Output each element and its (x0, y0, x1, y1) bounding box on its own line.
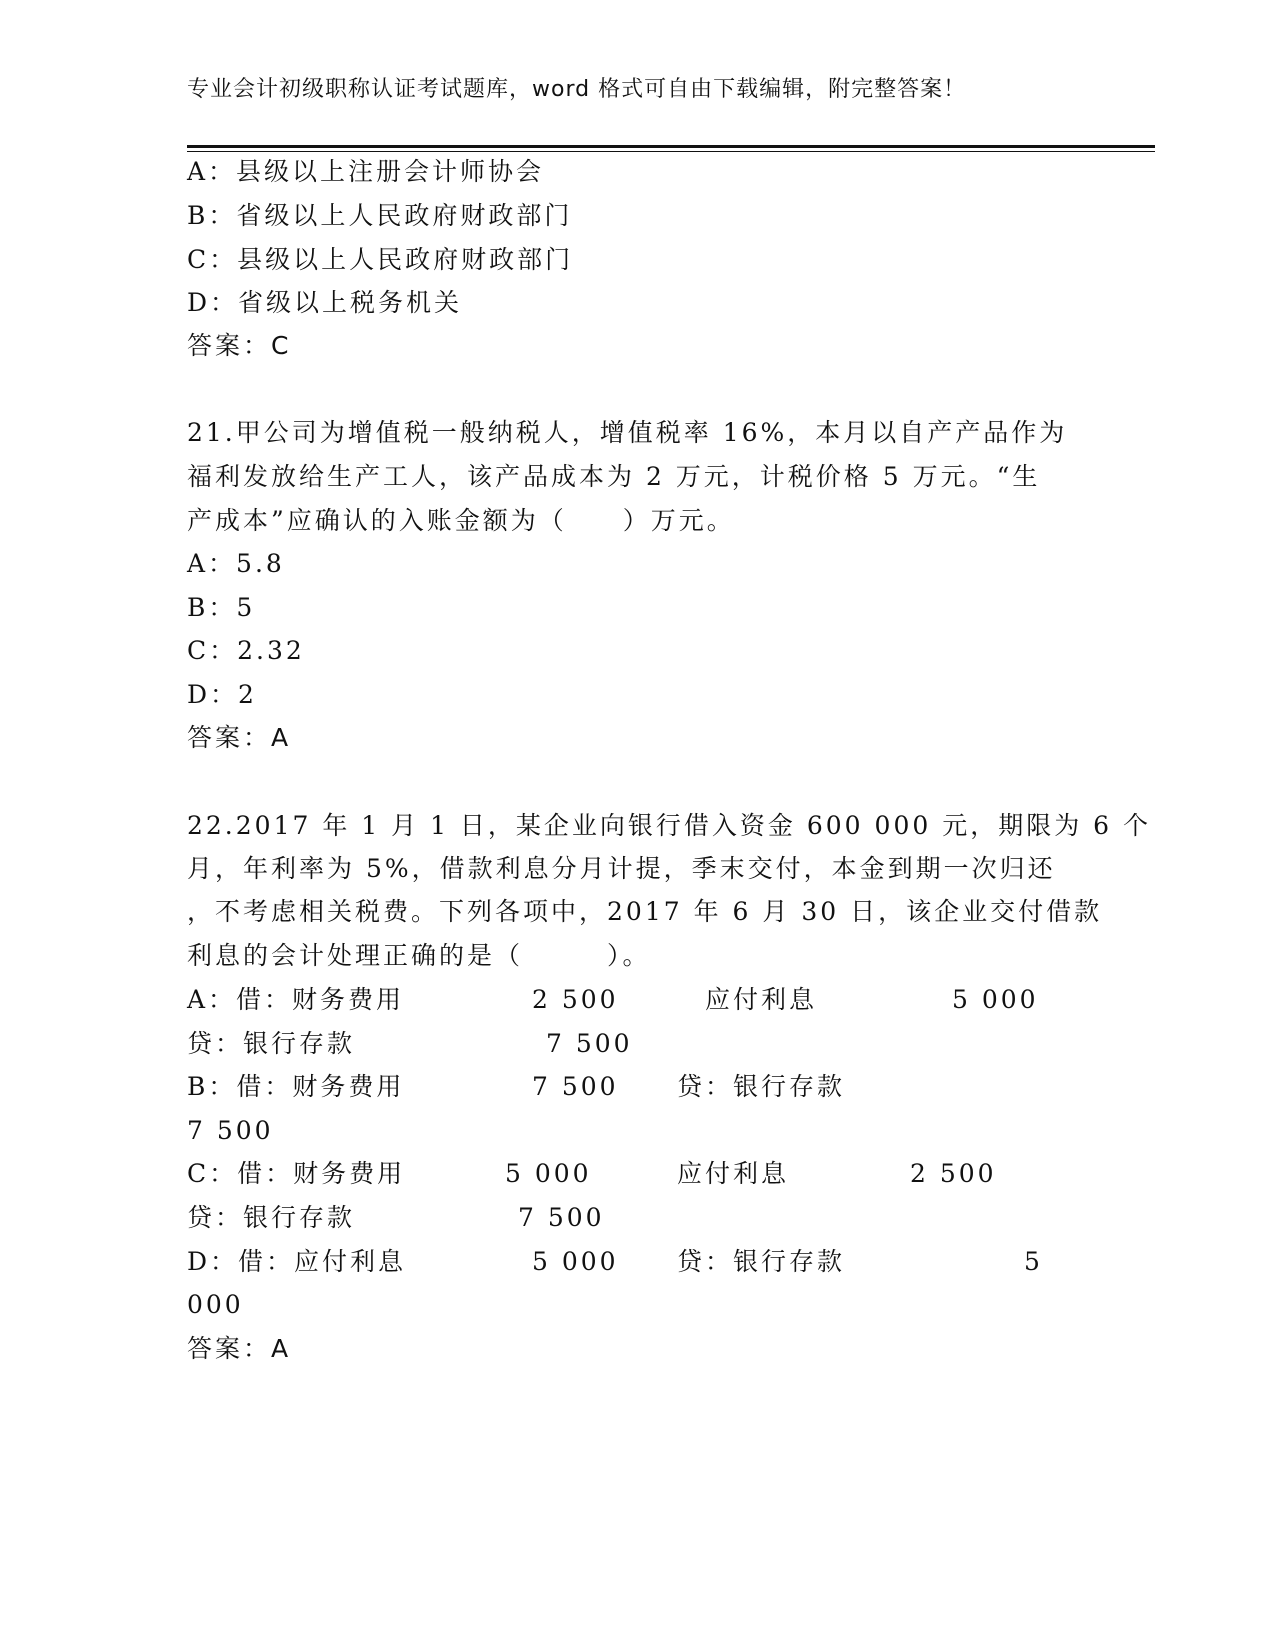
q22-option-a-debit2-label: 应付利息 (705, 985, 818, 1014)
q21-option-c: C：2.32 (187, 636, 305, 665)
q20-option-a: A：县级以上注册会计师协会 (187, 157, 545, 186)
q22-option-c-debit-amount: 5 000 (505, 1159, 592, 1188)
q22-option-d-credit-amount-part2: 000 (187, 1290, 244, 1319)
q22-stem-line-3: ，不考虑相关税费。下列各项中，2017 年 6 月 30 日，该企业交付借款 (187, 897, 1103, 926)
q22-option-c-debit2-amount: 2 500 (910, 1159, 997, 1188)
q22-option-c-debit2-label: 应付利息 (677, 1159, 790, 1188)
q22-option-a-debit2-amount: 5 000 (952, 985, 1039, 1014)
q21-stem-line-1: 21.甲公司为增值税一般纳税人，增值税率 16%，本月以自产产品作为 (187, 418, 1068, 447)
q21-option-d: D：2 (187, 680, 257, 709)
q22-stem-line-4: 利息的会计处理正确的是（ ）。 (187, 941, 651, 970)
q21-option-a: A：5.8 (187, 549, 285, 578)
q22-option-b-debit-label: B：借：财务费用 (187, 1072, 405, 1101)
header-rule-thin (187, 151, 1155, 152)
q22-option-b-credit-amount: 7 500 (187, 1116, 274, 1145)
q22-option-c-debit-label: C：借：财务费用 (187, 1159, 406, 1188)
q21-stem-line-2: 福利发放给生产工人，该产品成本为 2 万元，计税价格 5 万元。“生 (187, 462, 1041, 491)
q22-option-d-credit-label: 贷：银行存款 (677, 1247, 846, 1276)
q20-option-d: D：省级以上税务机关 (187, 288, 463, 317)
q22-option-d-credit-amount-part1: 5 (1024, 1247, 1043, 1276)
q22-option-a-debit-amount: 2 500 (532, 985, 619, 1014)
q22-option-a-credit-label: 贷：银行存款 (187, 1029, 356, 1058)
q22-stem-line-1: 22.2017 年 1 月 1 日，某企业向银行借入资金 600 000 元，期限为 6 个 (187, 811, 1152, 840)
q22-answer: 答案：A (187, 1334, 292, 1363)
q22-option-b-credit-label: 贷：银行存款 (677, 1072, 846, 1101)
q22-option-c-credit-label: 贷：银行存款 (187, 1203, 356, 1232)
q22-option-a-credit-amount: 7 500 (546, 1029, 633, 1058)
q21-stem-line-3: 产成本”应确认的入账金额为（ ）万元。 (187, 506, 735, 535)
q22-stem-line-2: 月，年利率为 5%，借款利息分月计提，季末交付，本金到期一次归还 (187, 854, 1056, 883)
q22-option-a-debit-label: A：借：财务费用 (187, 985, 405, 1014)
q20-answer: 答案：C (187, 331, 292, 360)
q21-option-b: B：5 (187, 593, 256, 622)
q21-answer: 答案：A (187, 723, 292, 752)
header-rule-thick (187, 145, 1155, 148)
q22-option-b-debit-amount: 7 500 (532, 1072, 619, 1101)
q20-option-c: C：县级以上人民政府财政部门 (187, 245, 574, 274)
q22-option-c-credit-amount: 7 500 (518, 1203, 605, 1232)
q22-option-d-debit-amount: 5 000 (532, 1247, 619, 1276)
q22-option-d-debit-label: D：借：应付利息 (187, 1247, 407, 1276)
page-header: 专业会计初级职称认证考试题库，word 格式可自由下载编辑，附完整答案！ (187, 77, 967, 102)
q20-option-b: B：省级以上人民政府财政部门 (187, 201, 573, 230)
